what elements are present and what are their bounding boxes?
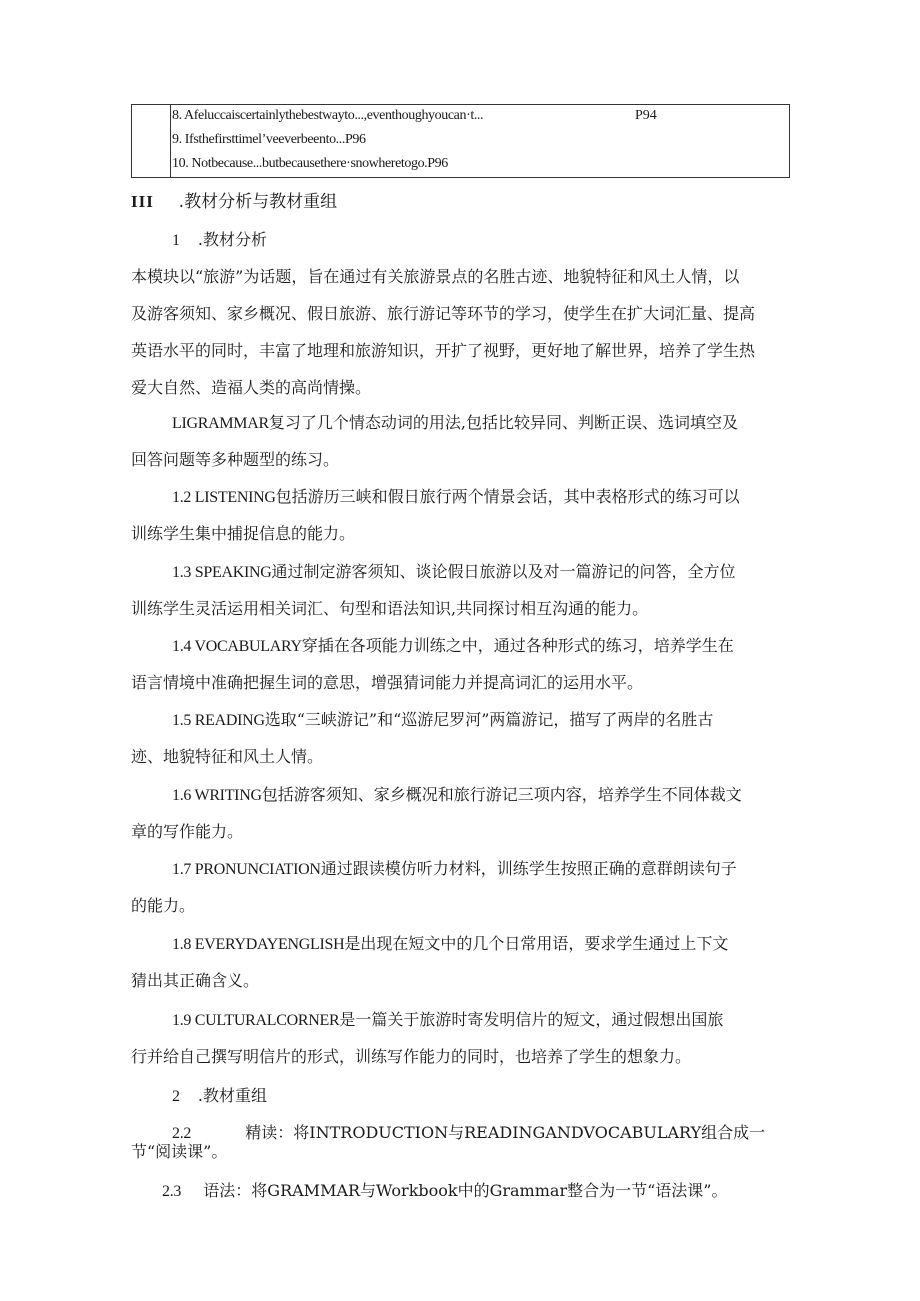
table-row-8-page: P94 — [635, 108, 657, 123]
item-vocabulary: 1.4 VOCABULARY穿插在各项能力训练之中，通过各种形式的练习，培养学生在 — [172, 636, 734, 655]
item-writing-cont: 章的写作能力。 — [131, 822, 244, 841]
item-everyday-english: 1.8 EVERYDAYENGLISH是出现在短文中的几个日常用语，要求学生通过上下文 — [172, 934, 729, 953]
item-pronunciation-cont: 的能力。 — [131, 896, 196, 915]
section-title: .教材分析与教材重组 — [178, 192, 338, 212]
item-reading-cont: 迹、地貌特征和风土人情。 — [131, 747, 324, 766]
reorg-item-2-3: 2.3 语法：将GRAMMAR与Workbook中的Grammar整合为一节“语法课”。 — [162, 1181, 728, 1200]
item-speaking-cont: 训练学生灵活运用相关词汇、句型和语法知识,共同探讨相互沟通的能力。 — [131, 599, 649, 618]
intro-line-1: 本模块以“旅游”为话题，旨在通过有关旅游景点的名胜古迹、地貌特征和风土人情，以 — [131, 267, 740, 286]
table-row-10: 10. Notbecause...butbecausethere·snowheretogo.P96 — [172, 156, 448, 171]
intro-line-2: 及游客须知、家乡概况、假日旅游、旅行游记等环节的学习，使学生在扩大词汇量、提高 — [131, 304, 756, 323]
subsection-heading-1: 1 .教材分析 — [172, 230, 267, 249]
item-grammar: LIGRAMMAR复习了几个情态动词的用法,包括比较异同、判断正误、选词填空及 — [172, 413, 738, 432]
intro-line-3: 英语水平的同时，丰富了地理和旅游知识，开扩了视野，更好地了解世界，培养了学生热 — [131, 341, 756, 360]
item-cultural-corner: 1.9 CULTURALCORNER是一篇关于旅游时寄发明信片的短文，通过假想出国旅 — [172, 1010, 724, 1029]
section-heading — [131, 191, 337, 213]
item-cultural-corner-cont: 行并给自己撰写明信片的形式，训练写作能力的同时，也培养了学生的想象力。 — [131, 1047, 692, 1066]
item-listening-cont: 训练学生集中捕捉信息的能力。 — [131, 524, 356, 543]
table-row-8: 8. Afeluccaiscertainlythebestwayto...,eventhoughyoucan·t... — [172, 108, 484, 123]
intro-line-4: 爱大自然、造福人类的高尚情操。 — [131, 378, 372, 397]
item-speaking: 1.3 SPEAKING通过制定游客须知、谈论假日旅游以及对一篇游记的问答，全方位 — [172, 562, 736, 581]
table-column-divider — [170, 105, 171, 177]
item-everyday-english-cont: 猜出其正确含义。 — [131, 971, 260, 990]
item-pronunciation: 1.7 PRONUNCIATION通过跟读模仿听力材料，训练学生按照正确的意群朗读句子 — [172, 859, 737, 878]
section-numeral: III — [131, 192, 154, 211]
item-listening: 1.2 LISTENING包括游历三峡和假日旅行两个情景会话，其中表格形式的练习可以 — [172, 487, 740, 506]
item-vocabulary-cont: 语言情境中准确把握生词的意思，增强猜词能力并提高词汇的运用水平。 — [131, 673, 644, 692]
phrase-table — [131, 104, 790, 178]
table-row-9: 9. Ifsthefirsttimel’veeverbeento...P96 — [172, 132, 366, 147]
reorg-item-2-2-cont: 节“阅读课”。 — [131, 1142, 228, 1161]
subsection-heading-2: 2 .教材重组 — [172, 1086, 267, 1105]
reorg-item-2-2: 2.2 精读：将INTRODUCTION与READINGANDVOCABULARY组合成一 — [172, 1123, 766, 1142]
item-grammar-cont: 回答问题等多种题型的练习。 — [131, 450, 340, 469]
item-writing: 1.6 WRITING包括游客须知、家乡概况和旅行游记三项内容，培养学生不同体裁文 — [172, 785, 742, 804]
item-reading: 1.5 READING选取“三峡游记”和“巡游尼罗河”两篇游记，描写了两岸的名胜古 — [172, 710, 714, 729]
